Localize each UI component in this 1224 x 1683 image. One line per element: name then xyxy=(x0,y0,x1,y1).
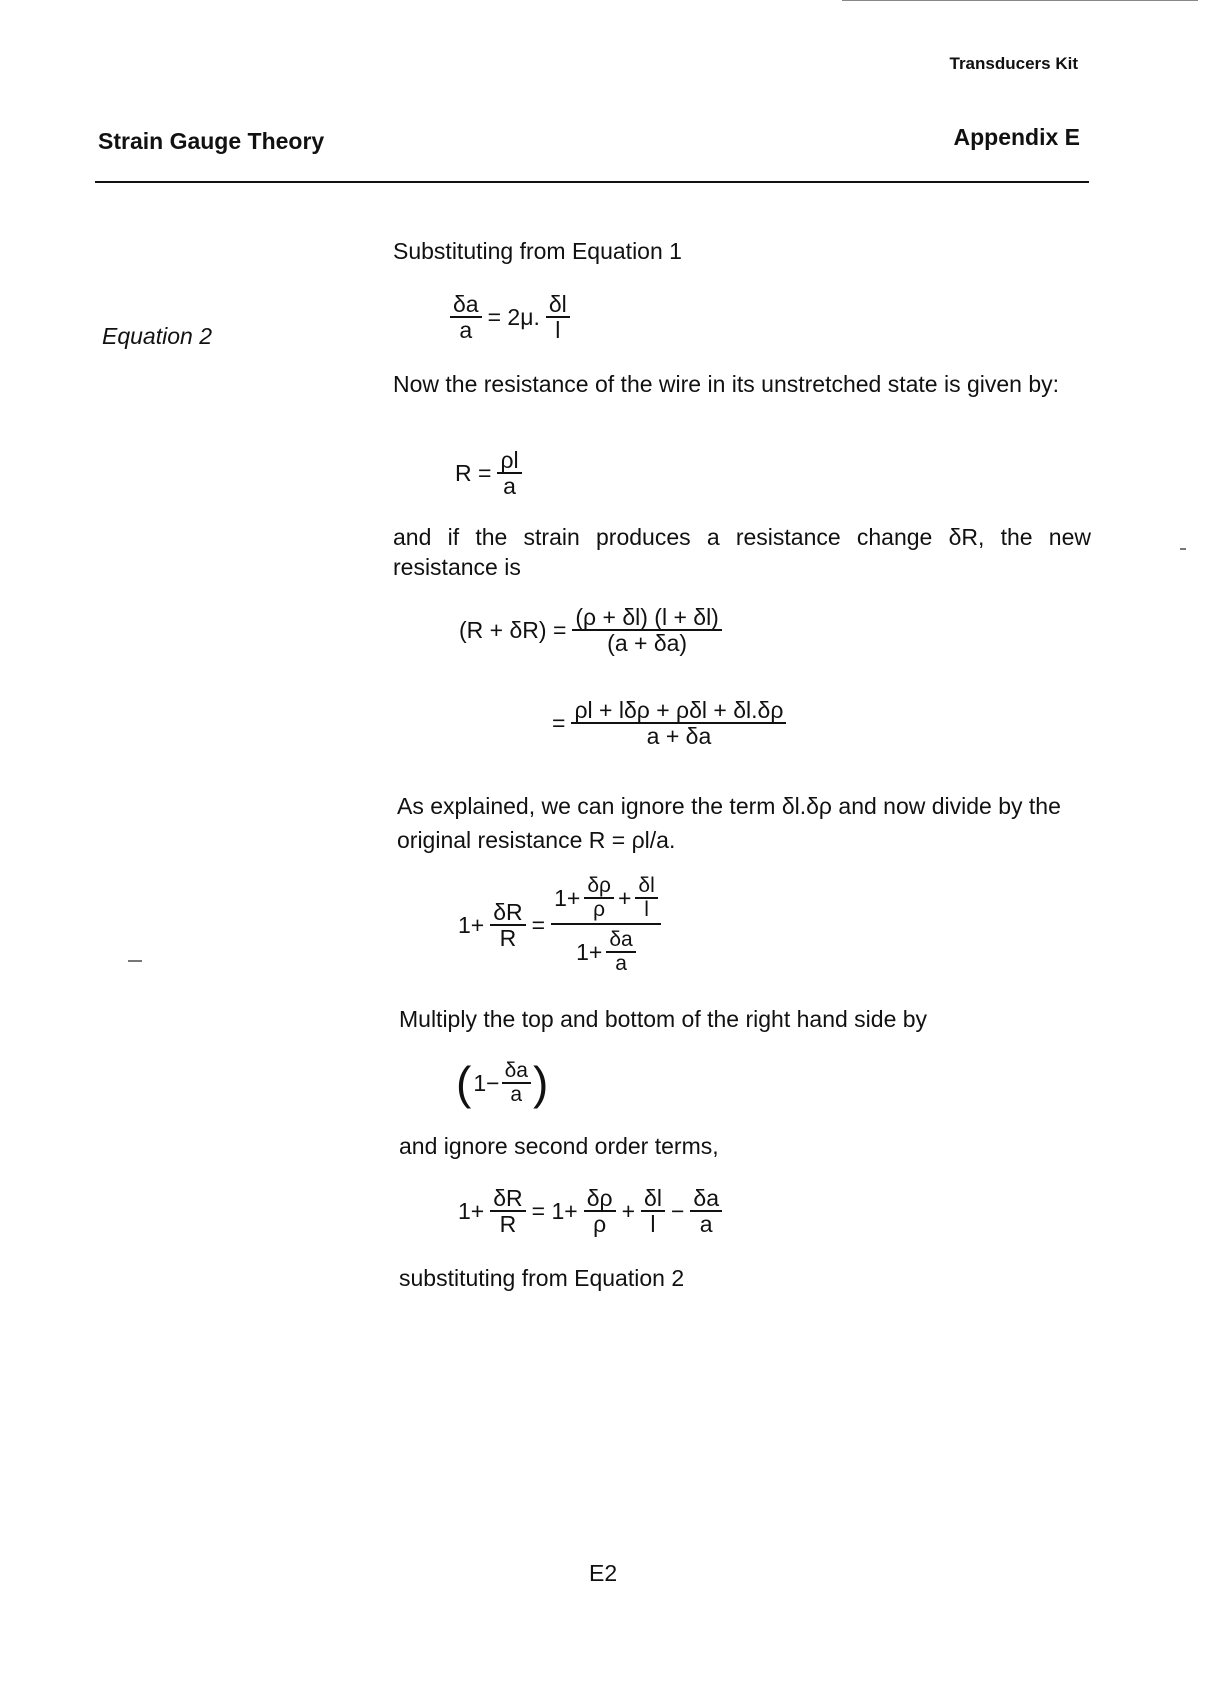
numerator: δρ xyxy=(584,1186,616,1212)
header-divider xyxy=(95,181,1089,183)
compound-numerator xyxy=(551,875,661,925)
numerator: δa xyxy=(690,1186,722,1212)
denominator: a xyxy=(510,1083,523,1107)
equation-2 xyxy=(450,292,570,342)
one-plus: 1+ xyxy=(554,884,581,911)
fraction-drho-over-rho xyxy=(584,875,614,921)
fraction-dl-over-l xyxy=(635,875,657,921)
paragraph-multiply: Multiply the top and bottom of the right hand side by xyxy=(399,1006,928,1032)
denominator: l xyxy=(650,1211,656,1238)
scan-mark xyxy=(1180,548,1186,550)
equation-resistance xyxy=(455,448,522,498)
section-title: Strain Gauge Theory xyxy=(98,128,325,154)
compound-fraction xyxy=(551,875,661,975)
fraction-expanded xyxy=(572,605,721,655)
equals-2mu: = 2μ. xyxy=(487,303,540,330)
numerator: δl xyxy=(641,1186,665,1212)
numerator: δa xyxy=(606,929,635,953)
header-kit-name: Transducers Kit xyxy=(949,54,1078,73)
numerator: (ρ + δl) (l + δl) xyxy=(572,605,721,631)
page-number: E2 xyxy=(589,1560,618,1586)
lhs: R = xyxy=(455,459,492,486)
equation-2-label: Equation 2 xyxy=(102,323,212,349)
compound-denominator xyxy=(573,925,639,975)
plus: + xyxy=(621,1197,636,1224)
denominator: a xyxy=(615,952,627,976)
equation-new-resistance xyxy=(459,605,722,655)
paragraph-strain: and if the strain produces a resistance change δR, the new resistance is xyxy=(393,524,1091,580)
denominator: a + δa xyxy=(646,723,712,750)
one-minus: 1− xyxy=(473,1069,500,1096)
equals: = xyxy=(552,709,566,736)
denominator: a xyxy=(699,1211,713,1238)
open-paren: ( xyxy=(456,1057,472,1110)
fraction-expanded-terms xyxy=(571,698,786,748)
fraction-drho-over-rho xyxy=(584,1186,616,1236)
numerator: ρl + lδρ + ρδl + δl.δρ xyxy=(571,698,786,724)
one-plus: 1+ xyxy=(458,1197,485,1224)
paragraph-resistance: Now the resistance of the wire in its unstretched state is given by: xyxy=(393,371,1060,397)
plus: + xyxy=(617,884,632,911)
equation-multiplier xyxy=(456,1057,549,1110)
denominator: l xyxy=(644,898,649,922)
fraction-da-over-a xyxy=(690,1186,722,1236)
numerator: δρ xyxy=(584,875,614,899)
lhs: (R + δR) = xyxy=(459,616,567,643)
denominator: ρ xyxy=(593,1211,607,1238)
numerator: δa xyxy=(450,292,482,318)
paragraph-substituting-eq2: substituting from Equation 2 xyxy=(399,1265,685,1291)
denominator: a xyxy=(503,473,516,500)
one-plus: 1+ xyxy=(576,939,603,966)
equation-final xyxy=(458,1186,722,1236)
fraction-rhol-over-a xyxy=(497,448,521,498)
numerator: δl xyxy=(546,292,570,318)
fraction-da-over-a xyxy=(502,1060,531,1106)
denominator: ρ xyxy=(593,898,606,922)
top-edge-rule xyxy=(842,0,1198,1)
fraction-da-over-a xyxy=(450,292,482,342)
fraction-da-over-a xyxy=(606,929,635,975)
denominator: a xyxy=(459,317,473,344)
numerator: ρl xyxy=(497,448,521,474)
fraction-dR-over-R xyxy=(490,1186,525,1236)
equals: = xyxy=(531,911,546,938)
denominator: l xyxy=(555,317,561,344)
minus: − xyxy=(670,1197,685,1224)
paragraph-ignore-second-order: and ignore second order terms, xyxy=(399,1133,719,1159)
numerator: δR xyxy=(490,1186,525,1212)
equals-one-plus: = 1+ xyxy=(531,1197,578,1224)
fraction-dR-over-R xyxy=(490,900,525,950)
one-plus: 1+ xyxy=(458,911,485,938)
equation-expanded xyxy=(552,698,786,748)
paragraph-ignore-term: As explained, we can ignore the term δl.δρ and now divide by the original resistance R = ρl/a. xyxy=(397,793,1061,853)
denominator: R xyxy=(499,925,517,952)
numerator: δl xyxy=(635,875,657,899)
close-paren: ) xyxy=(532,1057,549,1110)
paragraph-substituting: Substituting from Equation 1 xyxy=(393,238,682,264)
numerator: δR xyxy=(490,900,525,926)
denominator: (a + δa) xyxy=(607,630,688,657)
equation-divide xyxy=(458,875,661,975)
denominator: R xyxy=(499,1211,517,1238)
appendix-title: Appendix E xyxy=(953,124,1080,150)
fraction-dl-over-l xyxy=(546,292,570,342)
fraction-dl-over-l xyxy=(641,1186,665,1236)
scan-mark xyxy=(128,960,142,962)
numerator: δa xyxy=(502,1060,531,1084)
